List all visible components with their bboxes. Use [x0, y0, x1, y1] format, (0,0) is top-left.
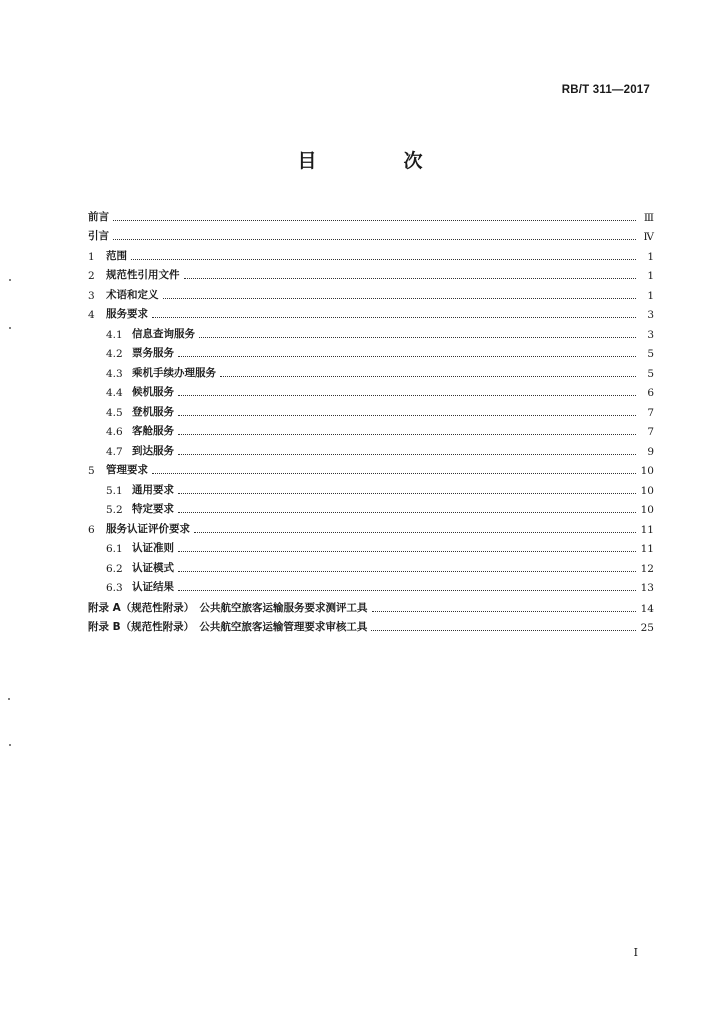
toc-entry[interactable] [88, 204, 654, 224]
leader-dots [163, 297, 637, 299]
standard-code: RB/T 311—2017 [561, 84, 650, 96]
toc-entry-label: 票务服务 [132, 347, 174, 359]
leader-dots [220, 375, 636, 377]
page-title: 目 次 [297, 150, 457, 172]
toc-entry-page: 10 [640, 465, 654, 477]
toc-entry-page: 25 [640, 622, 654, 634]
toc-entry[interactable] [88, 419, 654, 439]
toc-entry-label: 规范性引用文件 [106, 269, 180, 281]
toc-entry-page: 1 [647, 270, 654, 282]
leader-dots [178, 355, 636, 357]
leader-dots [178, 414, 636, 416]
toc-entry[interactable] [88, 458, 654, 478]
leader-dots [113, 238, 636, 240]
toc-entry[interactable] [88, 575, 654, 595]
page-number: I [633, 946, 638, 959]
toc-entry-page: 6 [647, 387, 654, 399]
toc-entry-number: 3 [88, 289, 95, 302]
toc-entry-page: 3 [647, 328, 654, 341]
leader-dots [178, 511, 636, 513]
toc-entry[interactable] [88, 516, 654, 536]
toc-entry[interactable] [88, 282, 654, 302]
toc-entry-number: 4.6 [106, 426, 123, 438]
toc-entry-label: 术语和定义 [106, 288, 159, 301]
toc-entry-label: 前言 [88, 210, 109, 223]
toc-entry-page: Ⅲ [643, 211, 654, 224]
toc-entry-label: 范围 [106, 249, 127, 262]
leader-dots [199, 336, 636, 338]
toc-entry-number: 4.4 [106, 387, 123, 399]
toc-entry[interactable] [88, 555, 654, 575]
toc-entry-number: 1 [88, 250, 95, 263]
leader-dots [152, 316, 636, 318]
toc-entry-page: 13 [640, 582, 654, 594]
scan-speck [9, 327, 11, 329]
toc-entry[interactable] [88, 360, 654, 380]
toc-entry-page: 7 [647, 406, 654, 419]
scan-speck [8, 698, 10, 700]
toc-entry-page: 11 [640, 543, 654, 555]
toc-entry-number: 4.5 [106, 406, 123, 419]
table-of-contents [88, 204, 654, 634]
toc-entry-label: 服务认证评价要求 [106, 522, 190, 535]
leader-dots [371, 629, 636, 631]
toc-entry-label: 信息查询服务 [132, 327, 195, 340]
toc-entry-number: 4.3 [106, 367, 123, 380]
toc-entry-label: 认证模式 [132, 561, 174, 574]
leader-dots [178, 433, 636, 435]
toc-entry-number: 6.2 [106, 562, 123, 575]
toc-entry[interactable] [88, 380, 654, 400]
leader-dots [178, 492, 636, 494]
toc-entry-page: 10 [640, 504, 654, 516]
toc-entry-label: 客舱服务 [132, 425, 174, 437]
toc-entry-page: 5 [647, 348, 654, 360]
toc-entry-page: 14 [640, 602, 654, 615]
leader-dots [194, 531, 636, 533]
toc-entry[interactable] [88, 321, 654, 341]
toc-entry-number: 4 [88, 309, 95, 321]
toc-entry[interactable] [88, 477, 654, 497]
toc-entry[interactable] [88, 243, 654, 263]
toc-entry-page: 5 [647, 367, 654, 380]
toc-entry-label: 候机服务 [132, 386, 174, 398]
leader-dots [184, 277, 637, 279]
leader-dots [178, 453, 636, 455]
toc-entry-page: 9 [647, 445, 654, 458]
toc-entry-number: 5.2 [106, 504, 123, 516]
toc-entry[interactable] [88, 438, 654, 458]
toc-entry-page: 1 [647, 289, 654, 302]
toc-entry-annex-b[interactable] [88, 615, 654, 635]
toc-entry[interactable] [88, 263, 654, 283]
toc-entry-label: 特定要求 [132, 503, 174, 515]
toc-entry-label: 附录 A（规范性附录） 公共航空旅客运输服务要求测评工具 [88, 601, 368, 614]
toc-entry-label: 认证结果 [132, 581, 174, 593]
toc-entry-number: 6 [88, 523, 95, 536]
leader-dots [372, 610, 636, 612]
leader-dots [131, 258, 636, 260]
toc-entry-label: 管理要求 [106, 464, 148, 476]
toc-entry-page: 7 [647, 426, 654, 438]
toc-entry[interactable] [88, 341, 654, 361]
toc-entry[interactable] [88, 536, 654, 556]
toc-entry[interactable] [88, 497, 654, 517]
toc-entry-label: 到达服务 [132, 444, 174, 457]
toc-entry-page: Ⅳ [643, 231, 654, 243]
toc-entry-number: 4.1 [106, 328, 123, 341]
toc-entry-label: 乘机手续办理服务 [132, 366, 216, 379]
toc-entry-label: 引言 [88, 230, 109, 242]
toc-entry[interactable] [88, 302, 654, 322]
leader-dots [178, 394, 636, 396]
toc-entry[interactable] [88, 224, 654, 244]
toc-entry-number: 2 [88, 270, 95, 282]
leader-dots [178, 570, 636, 572]
toc-entry-label: 附录 B（规范性附录） 公共航空旅客运输管理要求审核工具 [88, 621, 368, 633]
toc-entry-number: 6.3 [106, 582, 123, 594]
scan-speck [9, 744, 11, 746]
leader-dots [152, 472, 636, 474]
toc-entry-label: 通用要求 [132, 483, 174, 496]
leader-dots [178, 589, 636, 591]
toc-entry-page: 11 [640, 523, 654, 536]
toc-entry-number: 4.2 [106, 348, 123, 360]
toc-entry-page: 10 [640, 484, 654, 497]
leader-dots [178, 550, 636, 552]
toc-entry-page: 1 [647, 250, 654, 263]
leader-dots [113, 219, 636, 221]
toc-entry-number: 4.7 [106, 445, 123, 458]
toc-entry-label: 认证准则 [132, 542, 174, 554]
toc-entry-page: 3 [647, 309, 654, 321]
scan-speck [9, 279, 11, 281]
toc-entry-number: 6.1 [106, 543, 123, 555]
toc-entry-label: 服务要求 [106, 308, 148, 320]
toc-entry-number: 5.1 [106, 484, 123, 497]
toc-entry-annex-a[interactable] [88, 595, 654, 615]
toc-entry-page: 12 [640, 562, 654, 575]
toc-entry[interactable] [88, 399, 654, 419]
toc-entry-label: 登机服务 [132, 405, 174, 418]
toc-entry-number: 5 [88, 465, 95, 477]
